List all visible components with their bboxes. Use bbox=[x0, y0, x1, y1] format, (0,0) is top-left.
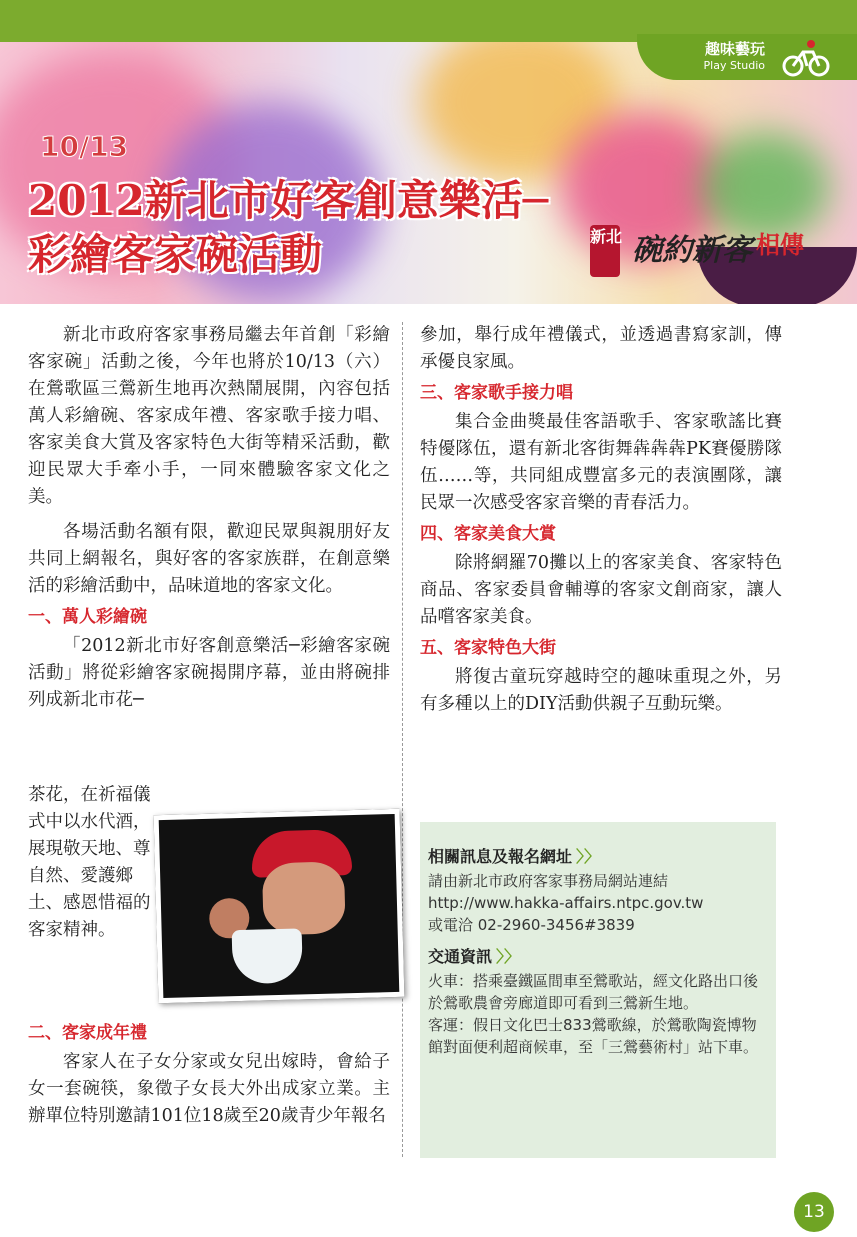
paragraph: 參加，舉行成年禮儀式，並透過書寫家訓，傳承優良家風。 bbox=[420, 325, 782, 372]
train-info: 火車：搭乘臺鐵區間車至鶯歌站，經文化路出口後於鶯歌農會旁廊道即可看到三鶯新生地。 bbox=[428, 972, 759, 1012]
double-chevron-icon: 〉〉 bbox=[496, 947, 521, 966]
painted-bowl bbox=[232, 928, 303, 984]
section-heading: 三、客家歌手接力唱 bbox=[420, 383, 573, 403]
section-heading: 五、客家特色大街 bbox=[420, 638, 556, 658]
slogan-text: 碗約新客 bbox=[632, 233, 752, 268]
bicycle-icon bbox=[781, 38, 831, 78]
paragraph: 各場活動名額有限，歡迎民眾與親朋好友共同上網報名，與好客的客家族群，在創意樂活的彩繪活動中，品味道地的客家文化。 bbox=[28, 522, 390, 596]
page-title-line1: 2012新北市好客創意樂活─ bbox=[28, 176, 549, 225]
slogan-box: 新北 bbox=[590, 225, 620, 277]
left-column bbox=[28, 322, 390, 714]
paragraph: 將復古童玩穿越時空的趣味重現之外，另有多種以上的DIY活動供親子互動玩樂。 bbox=[420, 667, 782, 714]
info-heading-text: 交通資訊 bbox=[428, 947, 493, 966]
face bbox=[262, 861, 346, 935]
website-link[interactable]: http://www.hakka-affairs.ntpc.gov.tw bbox=[428, 894, 704, 912]
info-heading bbox=[428, 946, 766, 968]
column-divider bbox=[402, 322, 403, 1157]
section-heading: 二、客家成年禮 bbox=[28, 1023, 147, 1043]
info-line: 請由新北市政府客家事務局網站連結 bbox=[428, 872, 669, 890]
page-number: 13 bbox=[794, 1192, 834, 1232]
slogan-red: 相傳 bbox=[756, 230, 804, 259]
section-heading: 四、客家美食大賞 bbox=[420, 524, 556, 544]
section-heading: 一、萬人彩繪碗 bbox=[28, 607, 147, 627]
right-column bbox=[420, 322, 782, 718]
info-heading-text: 相關訊息及報名網址 bbox=[428, 847, 573, 866]
event-date: 10/13 bbox=[40, 130, 129, 163]
slogan bbox=[590, 225, 804, 275]
paragraph: 客家人在子女分家或女兒出嫁時，會給子女一套碗筷，象徵子女長大外出成家立業。主辦單位特別邀請101位18歲至20歲青少年報名 bbox=[28, 1052, 390, 1126]
info-box bbox=[420, 822, 776, 1158]
paragraph: 除將網羅70攤以上的客家美食、客家特色商品、客家委員會輔導的客家文創商家，讓人品嚐客家美食。 bbox=[420, 553, 782, 627]
double-chevron-icon: 〉〉 bbox=[576, 847, 601, 866]
left-column-bottom bbox=[28, 1016, 390, 1130]
wrapped-text: 茶花，在祈福儀式中以水代酒，展現敬天地、尊自然、愛護鄉土、感恩惜福的客家精神。 bbox=[28, 785, 151, 940]
section-title: 趣味藝玩 bbox=[704, 40, 765, 58]
intro-paragraph: 新北市政府客家事務局繼去年首創「彩繪客家碗」活動之後，今年也將於10/13（六）在鶯歌區三鶯新生地再次熱鬧展開，內容包括萬人彩繪碗、客家成年禮、客家歌手接力唱、客家美食大賞及客家特色大街等精采活動，歡迎民眾大手牽小手，一同來體驗客家文化之美。 bbox=[28, 325, 390, 507]
page-title-line2: 彩繪客家碗活動 bbox=[28, 230, 323, 279]
phone-number: 或電洽 02-2960-3456#3839 bbox=[428, 916, 635, 934]
paragraph: 「2012新北市好客創意樂活─彩繪客家碗活動」將從彩繪客家碗揭開序幕，並由將碗排列成新北市花─ bbox=[28, 636, 390, 710]
event-photo bbox=[154, 809, 405, 1003]
paragraph: 集合金曲獎最佳客語歌手、客家歌謠比賽特優隊伍，還有新北客街舞犇犇犇PK賽優勝隊伍……等，共同組成豐富多元的表演團隊，讓民眾一次感受客家音樂的青春活力。 bbox=[420, 412, 782, 513]
bus-info: 客運：假日文化巴士833鶯歌線，於鶯歌陶瓷博物館對面便利超商候車，至「三鶯藝術村」站下車。 bbox=[428, 1016, 759, 1056]
info-heading bbox=[428, 846, 766, 868]
section-subtitle: Play Studio bbox=[703, 59, 765, 72]
